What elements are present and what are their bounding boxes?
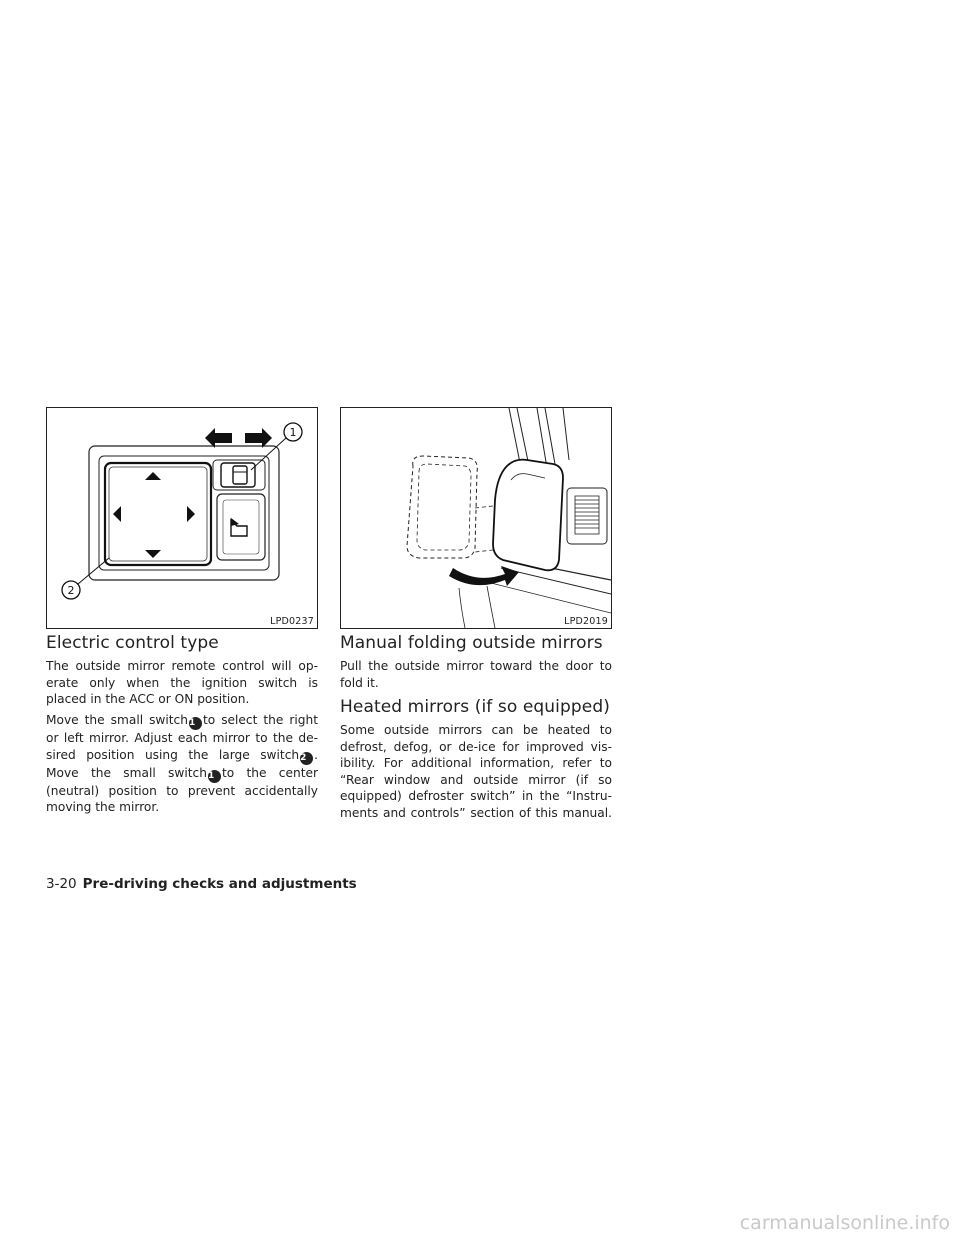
svg-text:1: 1: [289, 426, 297, 439]
marker-1-icon: 1: [189, 717, 202, 730]
figure-mirror-switch: [46, 407, 318, 629]
folded-mirror-outline: [407, 456, 477, 558]
section-title-folding: Manual folding outside mirrors: [340, 633, 603, 653]
mirror-switch-illustration: [47, 408, 317, 628]
electric-paragraph-1: The outside mirror remote control will op- erate only when the ignition switch is placed in the ACC or ON position.: [46, 659, 318, 706]
mirror-housing: [493, 460, 563, 571]
marker-2-icon: 2: [300, 752, 313, 765]
footer-section-title: Pre-driving checks and adjustments: [82, 876, 357, 892]
figure-code: LPD2019: [564, 616, 608, 627]
heated-paragraph: Some outside mirrors can be heated to defrost, defog, or de-ice for improved vis- ibility. For additional information, refer to “Rear window and outside mirror (if so equipped) defroster switch” in the “Instru- ments and controls” section of this manual.: [340, 723, 612, 820]
page-number: 3-20: [46, 876, 77, 892]
left-direction-arrow: [205, 428, 232, 448]
folding-mirror-illustration: [341, 408, 611, 628]
figure-folding-mirror: [340, 407, 612, 629]
figure-code: LPD0237: [270, 616, 314, 627]
section-title-electric: Electric control type: [46, 633, 219, 653]
watermark: carmanualsonline.info: [739, 1212, 950, 1234]
fold-direction-arrow: [449, 566, 519, 586]
svg-text:2: 2: [67, 584, 75, 597]
right-direction-arrow: [245, 428, 272, 448]
folding-paragraph: Pull the outside mirror toward the door to fold it.: [340, 659, 612, 690]
marker-1-icon: 1: [208, 770, 221, 783]
section-title-heated: Heated mirrors (if so equipped): [340, 697, 610, 717]
page-footer: [46, 876, 357, 892]
electric-paragraph-2: Move the small switch1 to select the right or left mirror. Adjust each mirror to the de- sired position using the large switch2 . Move the small switch1 to the center (neutral) position to prevent accidentally moving the mirror.: [46, 713, 318, 814]
